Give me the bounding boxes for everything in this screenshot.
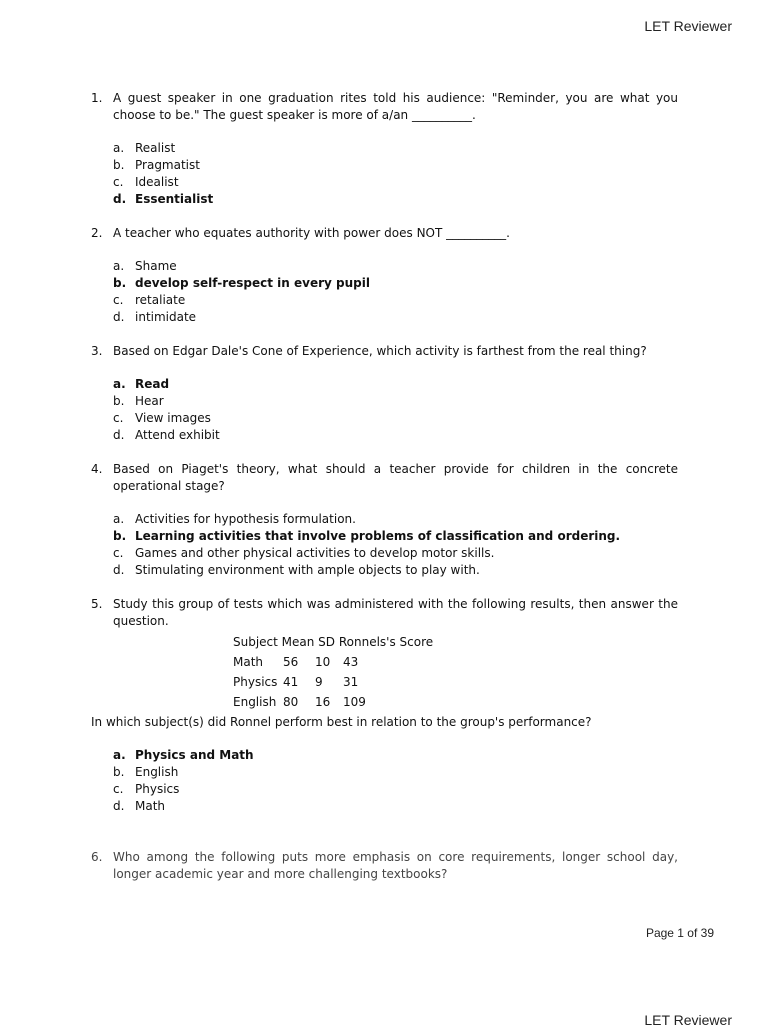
score-table — [233, 634, 678, 714]
option-highlighted: b. Learning activities that involve problems of classification and ordering. — [113, 529, 621, 543]
option-highlighted: a. Read — [113, 377, 170, 391]
question-2 — [91, 225, 678, 242]
question-6 — [91, 849, 678, 883]
question-text: A teacher who equates authority with power does NOT __________. — [113, 226, 510, 240]
question-list — [91, 90, 678, 883]
spacer — [91, 579, 678, 596]
option: d. Math — [113, 799, 166, 813]
option: a. Shame — [113, 259, 177, 273]
option: c. View images — [113, 411, 211, 425]
question-number: 4. — [91, 462, 103, 476]
option-highlighted: b. develop self-respect in every pupil — [113, 276, 370, 290]
options-2 — [113, 258, 678, 326]
spacer — [91, 815, 678, 849]
option: c. Games and other physical activities to develop motor skills. — [113, 546, 495, 560]
page-number: Page 1 of 39 — [645, 926, 714, 940]
spacer — [91, 208, 678, 225]
option: b. English — [113, 765, 179, 779]
table-row: Math 56 10 43 — [233, 655, 359, 669]
table-header: Subject Mean SD Ronnels's Score — [233, 635, 434, 649]
option: c. Idealist — [113, 175, 179, 189]
question-text: Study this group of tests which was administered with the following results, then answer the question. — [113, 597, 678, 628]
subquestion-text: In which subject(s) did Ronnel perform best in relation to the group's performance? — [91, 715, 592, 729]
option: d. Attend exhibit — [113, 428, 220, 442]
question-5 — [91, 596, 678, 630]
option: d. intimidate — [113, 310, 197, 324]
question-text: A guest speaker in one graduation rites told his audience: "Reminder, you are what you choose to be." The guest speaker is more of a/an __________. — [113, 91, 678, 122]
question-1 — [91, 90, 678, 124]
question-number: 5. — [91, 597, 103, 611]
option: c. retaliate — [113, 293, 186, 307]
option: b. Hear — [113, 394, 164, 408]
options-5 — [113, 747, 678, 815]
options-3 — [113, 376, 678, 444]
document-header: LET Reviewer — [644, 18, 732, 34]
option: c. Physics — [113, 782, 180, 796]
question-text: Based on Piaget's theory, what should a teacher provide for children in the concrete operational stage? — [113, 462, 678, 493]
option: b. Pragmatist — [113, 158, 200, 172]
option: a. Realist — [113, 141, 176, 155]
option-highlighted: d. Essentialist — [113, 192, 214, 206]
table-row: English 80 16 109 — [233, 695, 366, 709]
question-text: Who among the following puts more emphasis on core requirements, longer school day, longer academic year and more challenging textbooks? — [113, 850, 678, 881]
option: d. Stimulating environment with ample objects to play with. — [113, 563, 480, 577]
options-4 — [113, 511, 678, 579]
option: a. Activities for hypothesis formulation. — [113, 512, 356, 526]
question-number: 1. — [91, 91, 103, 105]
table-row: Physics 41 9 31 — [233, 675, 359, 689]
question-number: 6. — [91, 850, 103, 864]
spacer — [91, 444, 678, 461]
option-highlighted: a. Physics and Math — [113, 748, 254, 762]
question-3 — [91, 343, 678, 360]
question-4 — [91, 461, 678, 495]
spacer — [91, 326, 678, 343]
question-text: Based on Edgar Dale's Cone of Experience, which activity is farthest from the real thing? — [113, 344, 647, 358]
next-page-header: LET Reviewer — [644, 1012, 732, 1028]
options-1 — [113, 140, 678, 208]
question-number: 2. — [91, 226, 103, 240]
question-number: 3. — [91, 344, 103, 358]
